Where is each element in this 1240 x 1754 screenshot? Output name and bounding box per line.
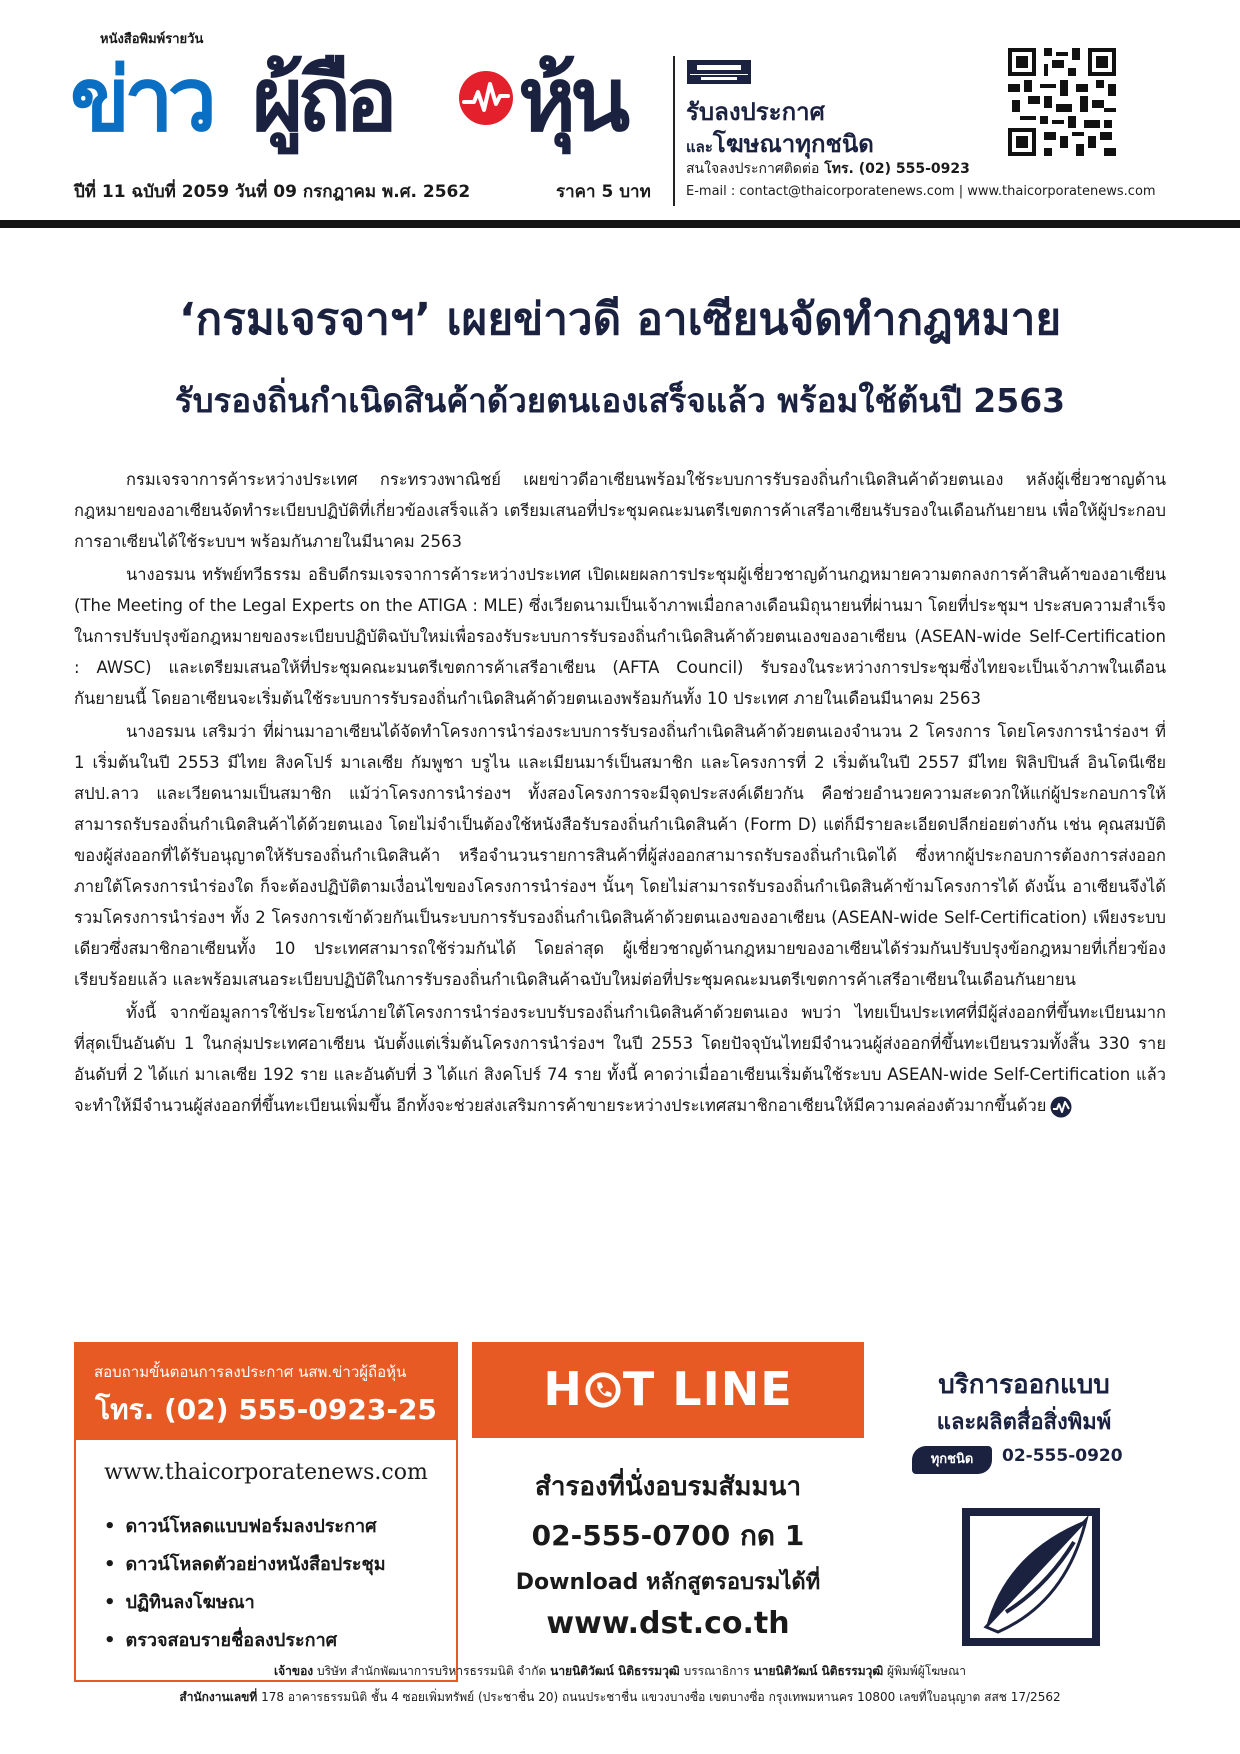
issue-info: ปีที่ 11 ฉบับที่ 2059 วันที่ 09 กรกฎาคม พ.ศ. 2562 xyxy=(74,182,471,202)
footer-publisher-name: นายนิติวัฒน์ นิติธรรมวุฒิ xyxy=(753,1664,884,1678)
hotline-title xyxy=(472,1362,864,1416)
list-item: • ปฏิทินลงโฆษณา xyxy=(104,1584,386,1622)
hotline-download-text: Download หลักสูตรอบรมได้ที่ xyxy=(515,1570,821,1595)
masthead-tagline: หนังสือพิมพ์รายวัน xyxy=(100,32,204,47)
ad-contact xyxy=(686,158,970,180)
ad-contact-prefix: สนใจลงประกาศติดต่อ xyxy=(686,161,820,177)
headline: ‘กรมเจรจาฯ’ เผยข่าวดี อาเซียนจัดทำกฎหมาย xyxy=(178,294,1062,345)
qr-code-icon xyxy=(1008,48,1116,156)
logo-text-part2: ผู้ถือ xyxy=(252,48,392,151)
hotline-box xyxy=(472,1342,864,1682)
announcement-service-list xyxy=(104,1508,386,1660)
footer-address: 178 อาคารธรรมนิติ ชั้น 4 ซอยเพิ่มทรัพย์ (ประชาชื่น 20) ถนนประชาชื่น แขวงบางซื่อ เขตบางซื่อ กรุงเทพมหานคร 10800 เลขที่ใบอนุญาต สสช 17/2562 xyxy=(261,1690,1061,1704)
announcement-info-caption: สอบถามขั้นตอนการลงประกาศ นสพ.ข่าวผู้ถือหุ้น xyxy=(94,1363,407,1381)
list-item: • ดาวน์โหลดตัวอย่างหนังสือประชุม xyxy=(104,1546,386,1584)
hotline-title-rest: T LINE xyxy=(622,1362,793,1416)
design-service-subtitle: และผลิตสื่อสิ่งพิมพ์ xyxy=(936,1410,1112,1435)
article-paragraph-4-text: ทั้งนี้ จากข้อมูลการใช้ประโยชน์ภายใต้โครงการนำร่องระบบรับรองถิ่นกำเนิดสินค้าด้วยตนเอง พบว่า ไทยเป็นประเทศที่มีผู้ส่งออกที่ขึ้นทะเบียนมากที่สุดเป็นอันดับ 1 ในกลุ่มประเทศอาเซียน นับตั้งแต่เริ่มต้นโครงการนำร่องฯ ในปี 2553 โดยปัจจุบันไทยมีจำนวนผู้ส่งออกที่ขึ้นทะเบียนรวมทั้งสิ้น 330 ราย อันดับที่ 2 ได้แก่ มาเลเซีย 192 ราย และอันดับที่ 3 ได้แก่ สิงคโปร์ 74 ราย ทั้งนี้ คาดว่าเมื่ออาเซียนเริ่มต้นใช้ระบบ ASEAN-wide Self-Certification แล้ว จะทำให้มีจำนวนผู้ส่งออกที่ขึ้นทะเบียนเพิ่มขึ้น อีกทั้งจะช่วยส่งเสริมการค้าขายระหว่างประเทศสมาชิกอาเซียนให้มีความคล่องตัวมากขึ้นด้วย xyxy=(74,1003,1166,1115)
announcement-info-phone: โทร. (02) 555-0923-25 xyxy=(95,1393,437,1426)
logo-text-part3: หุ้น xyxy=(518,48,625,151)
dharmniti-logo-icon xyxy=(687,60,751,84)
announcement-info-header xyxy=(76,1344,456,1440)
hotline-header xyxy=(472,1342,864,1438)
article-paragraph-3: นางอรมน เสริมว่า ที่ผ่านมาอาเซียนได้จัดทำโครงการนำร่องระบบการรับรองถิ่นกำเนิดสินค้าด้วยตนเองจำนวน 2 โครงการ โดยโครงการนำร่องฯ ที่ 1 เริ่มต้นในปี 2553 มีไทย สิงคโปร์ มาเลเซีย กัมพูชา บรูไน และเมียนมาร์เป็นสมาชิก และโครงการที่ 2 เริ่มต้นในปี 2557 มีไทย ฟิลิปปินส์ อินโดนีเซีย สปป.ลาว และเวียดนามเป็นสมาชิก แม้ว่าโครงการนำร่องฯ ทั้งสองโครงการจะมีจุดประสงค์เดียวกัน คือช่วยอำนวยความสะดวกให้แก่ผู้ประกอบการให้สามารถรับรองถิ่นกำเนิดสินค้าได้ด้วยตนเอง โดยไม่จำเป็นต้องใช้หนังสือรับรองถิ่นกำเนิดสินค้า (Form D) แต่ก็มีรายละเอียดปลีกย่อยต่างกัน เช่น คุณสมบัติของผู้ส่งออกที่ได้รับอนุญาตให้รับรองถิ่นกำเนิดสินค้า หรือจำนวนรายการสินค้าที่ผู้ส่งออกสามารถรับรองถิ่นกำเนิดได้ ซึ่งหากผู้ประกอบการต้องการส่งออกภายใต้โครงการนำร่องใด ก็จะต้องปฏิบัติตามเงื่อนไขของโครงการนำร่องฯ นั้นๆ โดยไม่สามารถรับรองถิ่นกำเนิดสินค้าข้ามโครงการได้ ดังนั้น อาเซียนจึงได้รวมโครงการนำร่องฯ ทั้ง 2 โครงการเข้าด้วยกันเป็นระบบการรับรองถิ่นกำเนิดสินค้าด้วยตนเองของอาเซียน (ASEAN-wide Self-Certification) เพียงระบบเดียวซึ่งสมาชิกอาเซียนทั้ง 10 ประเทศสามารถใช้ร่วมกันได้ โดยล่าสุด ผู้เชี่ยวชาญด้านกฎหมายของอาเซียนได้ร่วมกันปรับปรุงข้อกฎหมายที่เกี่ยวข้องเรียบร้อยแล้ว และพร้อมเสนอระเบียบปฏิบัติในการรับรองถิ่นกำเนิดสินค้าฉบับใหม่ต่อที่ประชุมคณะมนตรีเขตการค้าเสรีอาเซียนในเดือนกันยายน xyxy=(74,722,1166,989)
end-of-article-icon xyxy=(1050,1096,1072,1118)
subheadline: รับรองถิ่นกำเนิดสินค้าด้วยตนเองเสร็จแล้ว พร้อมใช้ต้นปี 2563 xyxy=(174,381,1066,420)
article-paragraph-4 xyxy=(74,997,1166,1121)
article-paragraph-1: กรมเจรจาการค้าระหว่างประเทศ กระทรวงพาณิชย์ เผยข่าวดีอาเซียนพร้อมใช้ระบบการรับรองถิ่นกำเนิดสินค้าด้วยตนเอง หลังผู้เชี่ยวชาญด้านกฎหมายของอาเซียนจัดทำระเบียบปฏิบัติที่เกี่ยวข้องเสร็จแล้ว เตรียมเสนอที่ประชุมคณะมนตรีเขตการค้าเสรีอาเซียนรับรองในเดือนกันยายน เพื่อให้ผู้ประกอบการอาเซียนได้ใช้ระบบฯ พร้อมกันภายในมีนาคม 2563 xyxy=(74,470,1166,551)
printing-emblem-icon xyxy=(946,1492,1106,1662)
brush-stroke-text: ทุกชนิด xyxy=(930,1452,974,1467)
phone-icon xyxy=(584,1371,622,1409)
ad-contact-phone: โทร. (02) 555-0923 xyxy=(824,161,970,177)
footer-owner-line xyxy=(0,1662,1240,1681)
hotline-seminar-text: สำรองที่นั่งอบรมสัมมนา xyxy=(534,1472,802,1502)
hotline-phone: 02-555-0700 กด 1 xyxy=(531,1519,805,1552)
footer-address-line xyxy=(0,1688,1240,1707)
footer-owner-label: เจ้าของ xyxy=(274,1664,314,1678)
ad-title-line1: รับลงประกาศ xyxy=(686,98,825,126)
logo-text-part1: ข่าว xyxy=(70,48,211,151)
ad-title-main: โฆษณาทุกชนิด xyxy=(712,130,874,158)
design-service-box xyxy=(884,1342,1164,1678)
footer-address-label: สำนักงานเลขที่ xyxy=(179,1690,258,1704)
footer-owner-company: บริษัท สำนักพัฒนาการบริหารธรรมนิติ จำกัด xyxy=(316,1664,547,1678)
footer-publisher-label: ผู้พิมพ์ผู้โฆษณา xyxy=(887,1664,966,1678)
footer-editor-name: นายนิติวัฒน์ นิติธรรมวุฒิ xyxy=(550,1664,680,1678)
announcement-website: www.thaicorporatenews.com xyxy=(104,1460,428,1485)
issue-price: ราคา 5 บาท xyxy=(556,182,651,202)
masthead-rule xyxy=(0,220,1240,228)
list-item: • ตรวจสอบรายชื่อลงประกาศ xyxy=(104,1622,386,1660)
hotline-website: www.dst.co.th xyxy=(546,1606,790,1641)
list-item: • ดาวน์โหลดแบบฟอร์มลงประกาศ xyxy=(104,1508,386,1546)
newspaper-logo xyxy=(70,40,660,160)
ad-title-prefix: และ xyxy=(686,138,713,156)
hotline-title-h: H xyxy=(543,1362,583,1416)
footer-editor-label: บรรณาธิการ xyxy=(683,1664,750,1678)
announcement-info-box xyxy=(74,1342,458,1682)
article-paragraph-2: นางอรมน ทรัพย์ทวีธรรม อธิบดีกรมเจรจาการค้าระหว่างประเทศ เปิดเผยผลการประชุมผู้เชี่ยวชาญด้านกฎหมายความตกลงการค้าสินค้าของอาเซียน (The Meeting of the Legal Experts on the ATIGA : MLE) ซึ่งเวียดนามเป็นเจ้าภาพเมื่อกลางเดือนมิถุนายนที่ผ่านมา โดยที่ประชุมฯ ประสบความสำเร็จในการปรับปรุงข้อกฎหมายของระเบียบปฏิบัติฉบับใหม่เพื่อรองรับระบบการรับรองถิ่นกำเนิดสินค้าด้วยตนเองของอาเซียน (ASEAN-wide Self-Certification : AWSC) และเตรียมเสนอให้ที่ประชุมคณะมนตรีเขตการค้าเสรีอาเซียน (AFTA Council) รับรองในระหว่างการประชุมซึ่งไทยจะเป็นเจ้าภาพในเดือนกันยายนนี้ โดยอาเซียนจะเริ่มต้นใช้ระบบการรับรองถิ่นกำเนิดสินค้าด้วยตนเองพร้อมกันทั้ง 10 ประเทศ ภายในเดือนมีนาคม 2563 xyxy=(74,565,1166,708)
masthead-divider xyxy=(673,56,675,206)
design-service-phone: 02-555-0920 xyxy=(1002,1446,1123,1466)
design-service-title: บริการออกแบบ xyxy=(938,1370,1110,1400)
masthead xyxy=(0,0,1240,222)
article-body xyxy=(74,464,1166,1123)
brush-stroke-badge xyxy=(912,1446,992,1474)
ad-email-web: E-mail : contact@thaicorporatenews.com | www.thaicorporatenews.com xyxy=(686,184,1156,199)
stock-chart-icon xyxy=(458,70,514,126)
